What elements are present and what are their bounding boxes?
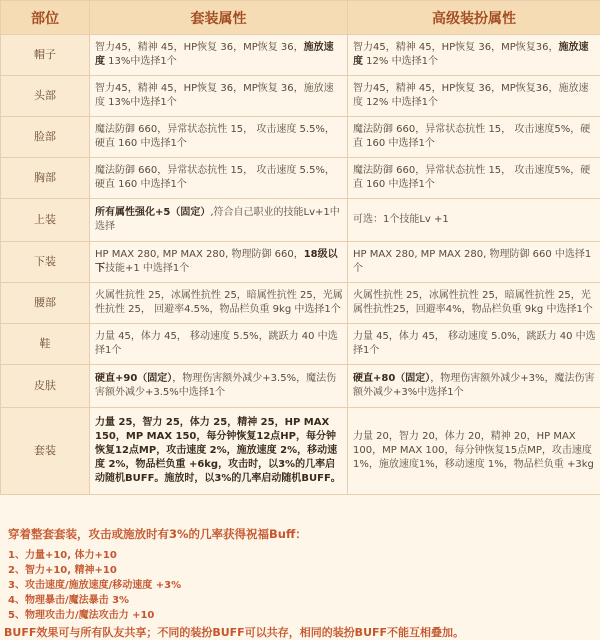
part-name-cell: 下装 [1,242,90,283]
attribute-text: 硬直+80（固定） [353,373,430,384]
set-attribute-cell [90,158,348,199]
advanced-attribute-cell [348,117,600,158]
advanced-attribute-cell [348,365,600,408]
advanced-attribute-cell [348,199,600,242]
set-bonus-notes [0,516,600,637]
part-name-cell: 帽子 [1,35,90,76]
part-name-cell: 腰部 [1,283,90,324]
advanced-attribute-cell [348,158,600,199]
table-row [1,158,600,199]
table-row [1,117,600,158]
header-part: 部位 [1,1,90,35]
attribute-text: 智力45，精神 45，HP恢复 36，MP恢复36，施放速度 12% 中选择1个 [353,83,588,108]
set-attribute-cell [90,324,348,365]
table-row [1,283,600,324]
attribute-text: 智力45，精神 45，HP恢复 36，MP恢复 36，施放速度 13%中选择1个 [95,83,334,108]
attribute-text: 13%中选择1个 [105,56,177,67]
advanced-attribute-cell [348,76,600,117]
notes-title: 穿着整套套装，攻击或施放时有3%的几率获得祝福Buff： [8,526,307,542]
attribute-text: 魔法防御 660，异常状态抗性 15， 攻击速度 5.5%，硬直 160 中选择1个 [95,124,335,149]
attribute-text: ,符合自己职业的技能Lv+1中选择 [95,207,340,232]
part-name-cell: 胸部 [1,158,90,199]
notes-item: 2、智力+10, 精神+10 [8,561,117,576]
table-header-row [1,1,600,35]
part-name-cell: 上装 [1,199,90,242]
table-row [1,35,600,76]
set-attribute-cell [90,283,348,324]
advanced-attribute-cell [348,35,600,76]
notes-item: 1、力量+10, 体力+10 [8,546,117,561]
advanced-attribute-cell [348,324,600,365]
header-set-attribute: 套装属性 [90,1,348,35]
advanced-attribute-cell [348,283,600,324]
notes-footer: BUFF效果可与所有队友共享；不同的装扮BUFF可以共存，相同的装扮BUFF不能互相叠加。 [4,624,464,640]
attribute-text: 12% 中选择1个 [363,56,438,67]
part-name-cell: 套装 [1,408,90,495]
advanced-attribute-cell [348,408,600,495]
attribute-text: ，物理伤害额外减少+3%，魔法伤害额外减少+3%中选择1个 [353,373,595,398]
part-name-cell: 鞋 [1,324,90,365]
set-attribute-cell [90,365,348,408]
attribute-text: 力量 45，体力 45， 移动速度 5.5%，跳跃力 40 中选择1个 [95,331,338,356]
notes-item: 5、物理攻击力/魔法攻击力 +10 [8,606,154,621]
table-row [1,408,600,495]
set-attribute-cell [90,199,348,242]
attribute-text: 力量 25，智力 25，体力 25，精神 25，HP MAX 150，MP MAX 150，每分钟恢复12点HP，每分钟恢复12点MP，攻击速度 2%，施放速度 2%，移动速度 2%，物品栏负重 +6kg，攻击时，以3%的几率启动随机BUFF。施放时，以3%的几率启动随机BUFF。 [95,417,341,484]
attribute-text: 智力45，精神 45，HP恢复 36，MP恢复36， [353,42,558,53]
set-attribute-cell [90,408,348,495]
part-name-cell: 皮肤 [1,365,90,408]
attribute-text: 可选：1个技能Lv +1 [353,214,449,225]
set-attribute-cell [90,76,348,117]
attribute-text: 施放速度 [95,42,334,67]
attribute-text: 硬直+90（固定） [95,373,172,384]
table-row [1,76,600,117]
attribute-text: 魔法防御 660，异常状态抗性 15， 攻击速度 5.5%，硬直 160 中选择1个 [95,165,335,190]
part-name-cell: 脸部 [1,117,90,158]
attribute-text: 施放速度 [353,42,588,67]
attribute-text: ，物理伤害额外减少+3.5%，魔法伤害额外减少+3.5%中选择1个 [95,373,336,398]
advanced-attribute-cell [348,242,600,283]
notes-item: 4、物理暴击/魔法暴击 3% [8,591,129,606]
attribute-text: 力量 45，体力 45， 移动速度 5.0%，跳跃力 40 中选择1个 [353,331,596,356]
set-attribute-cell [90,117,348,158]
attribute-text: HP MAX 280, MP MAX 280, 物理防御 660， [95,249,304,260]
set-attribute-cell [90,35,348,76]
attribute-text: 火属性抗性 25，冰属性抗性 25，暗属性抗性 25，光属性抗性 25， 回避率4.5%，物品栏负重 9kg 中选择1个 [95,290,343,315]
part-name-cell: 头部 [1,76,90,117]
attribute-text: 技能+1 中选择1个 [105,263,189,274]
notes-item: 3、攻击速度/施放速度/移动速度 +3% [8,576,181,591]
table-row [1,365,600,408]
attribute-text: 智力45，精神 45，HP恢复 36，MP恢复 36， [95,42,304,53]
attribute-text: 魔法防御 660，异常状态抗性 15， 攻击速度5%，硬直 160 中选择1个 [353,165,590,190]
attribute-text: 所有属性强化+5（固定） [95,207,210,218]
attribute-text: 火属性抗性 25，冰属性抗性 25，暗属性抗性 25，光属性抗性25，回避率4%，物品栏负重 9kg 中选择1个 [353,290,593,315]
header-advanced-attribute: 高级装扮属性 [348,1,600,35]
table-row [1,242,600,283]
attribute-text: 18级以下 [95,249,338,274]
table-row [1,199,600,242]
attribute-text: 力量 20，智力 20，体力 20，精神 20，HP MAX 100，MP MAX 100，每分钟恢复15点MP，攻击速度 1%，施放速度1%，移动速度 1%，物品栏负重 +3kg [353,431,594,470]
table-row [1,324,600,365]
set-attribute-cell [90,242,348,283]
attribute-text: HP MAX 280, MP MAX 280, 物理防御 660 中选择1个 [353,249,591,274]
attribute-text: 魔法防御 660，异常状态抗性 15， 攻击速度5%，硬直 160 中选择1个 [353,124,590,149]
